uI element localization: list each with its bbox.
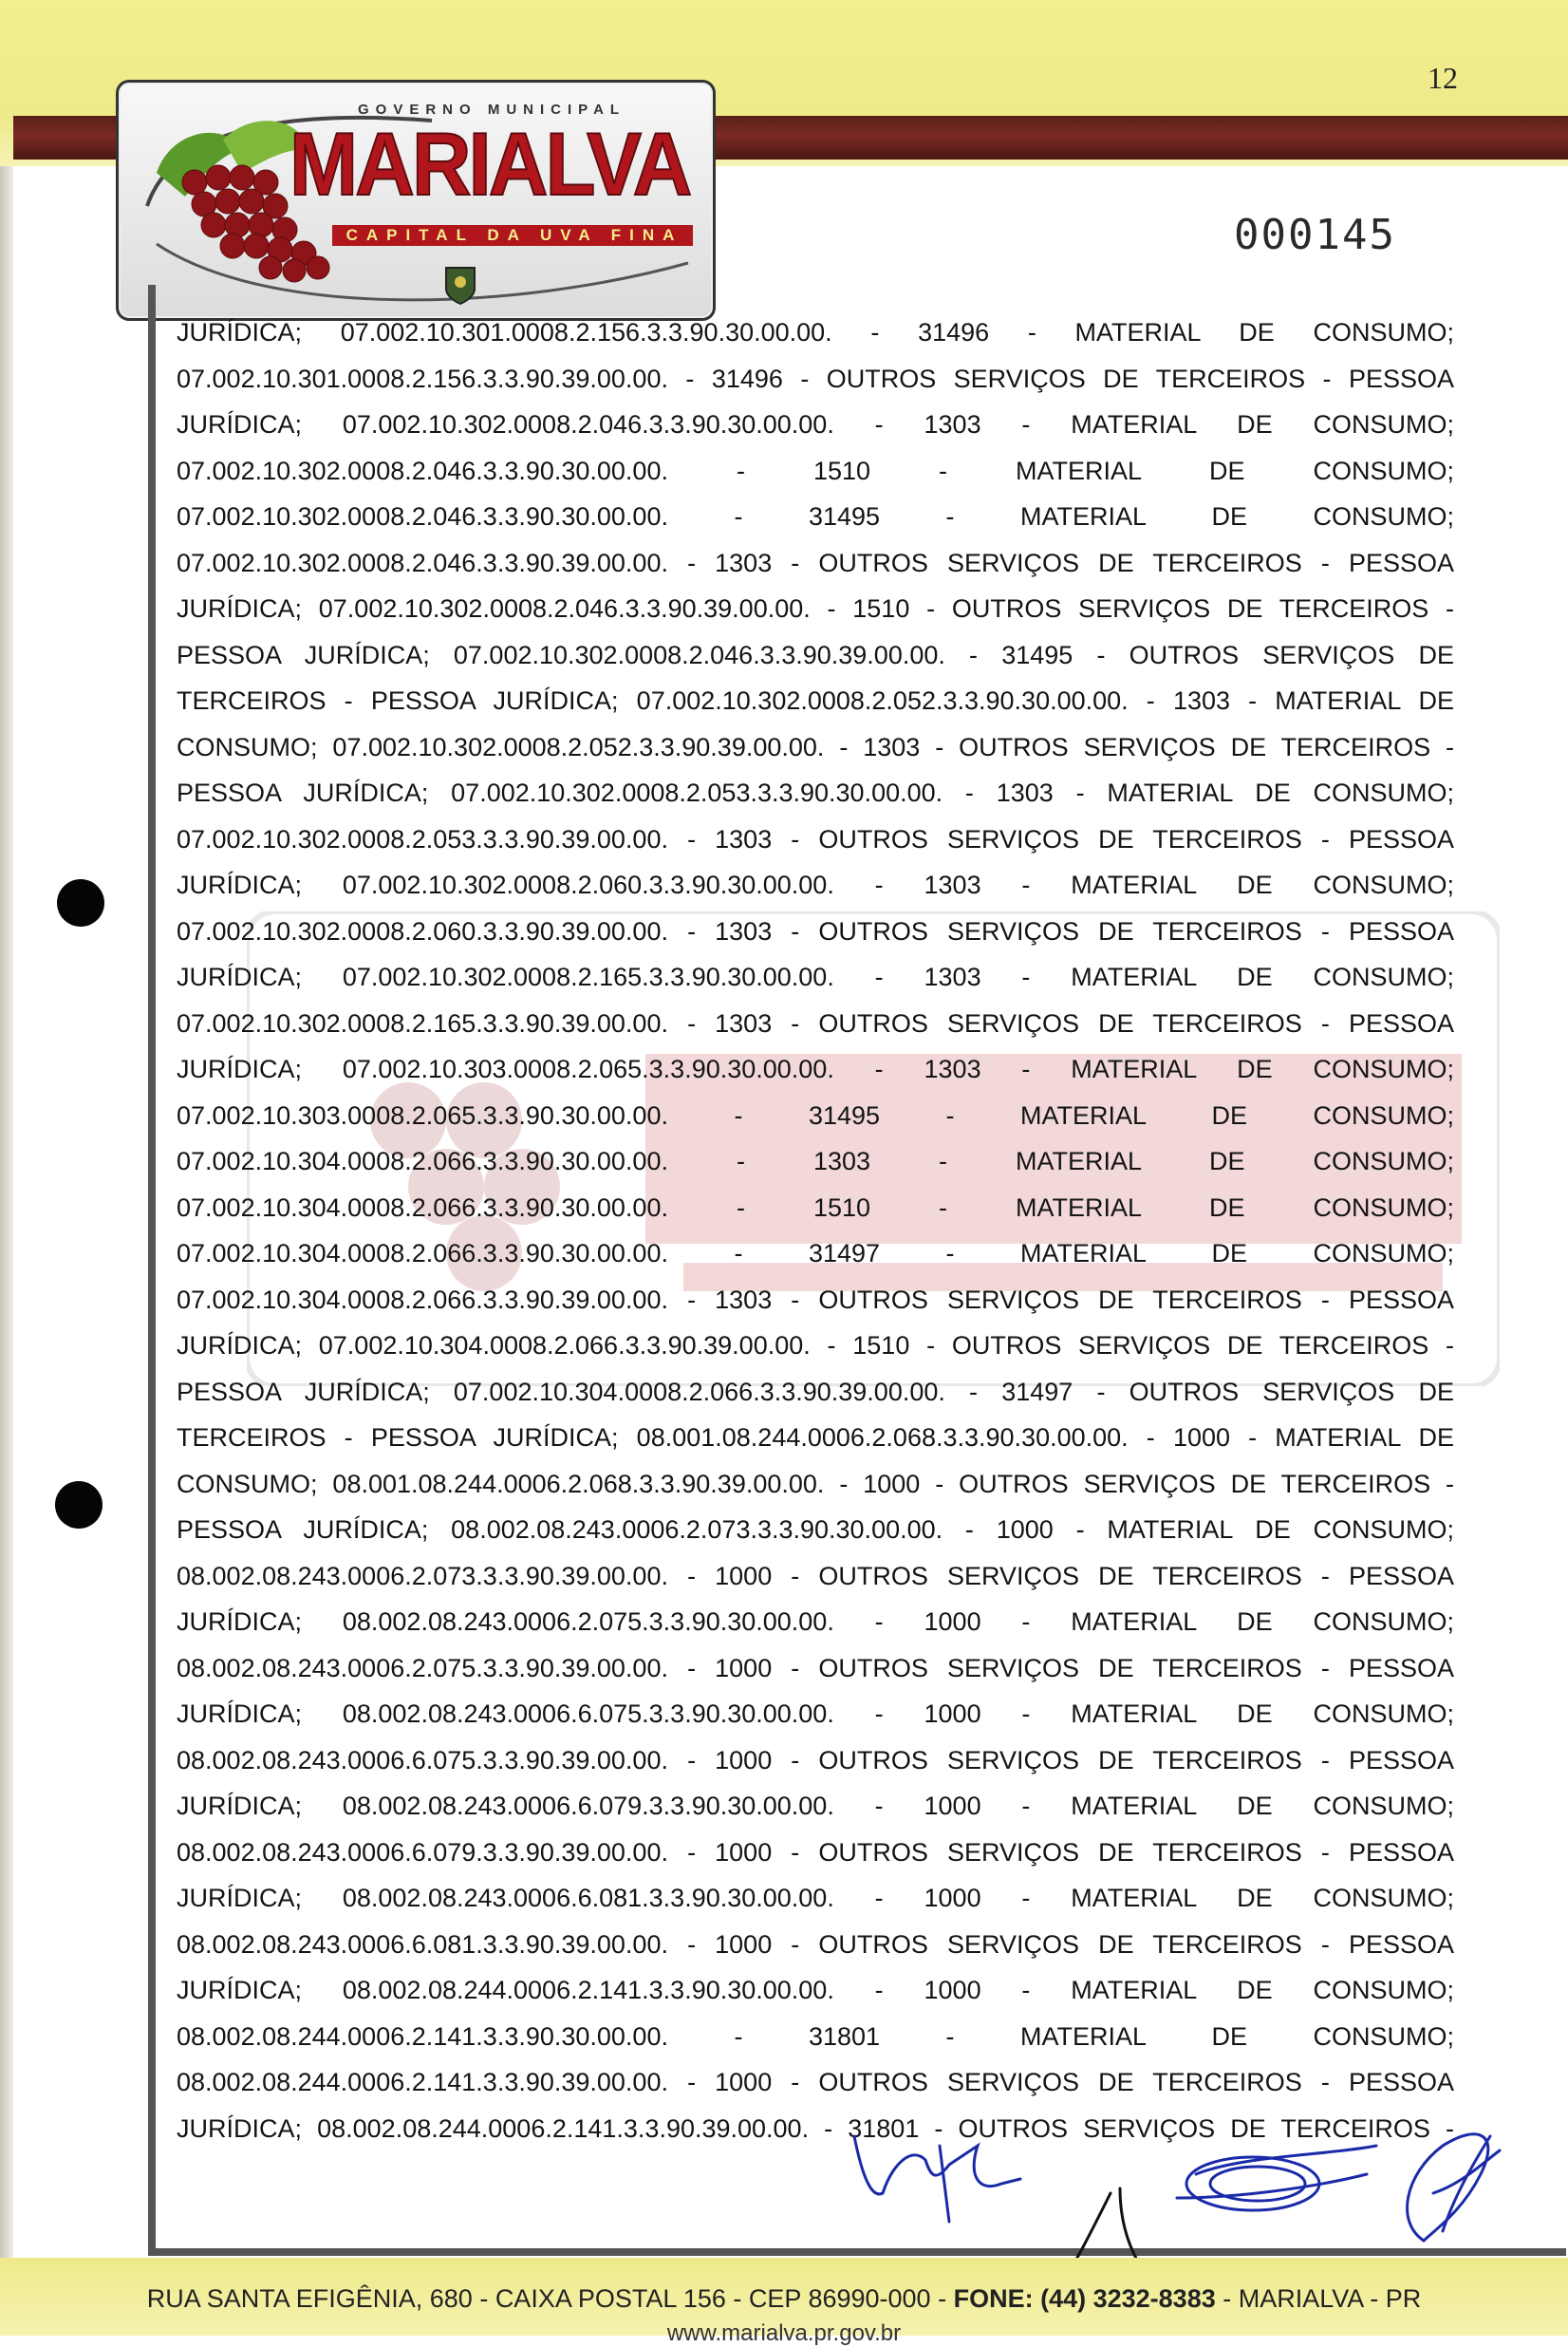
- text-line: JURÍDICA; 08.002.08.244.0006.2.141.3.3.90.30.00.00. - 1000 - MATERIAL DE CONSUMO;: [177, 1976, 1454, 2004]
- text-line: 07.002.10.302.0008.2.046.3.3.90.30.00.00. - 31495 - MATERIAL DE CONSUMO;: [177, 502, 1454, 531]
- text-line: TERCEIROS - PESSOA JURÍDICA; 08.001.08.244.0006.2.068.3.3.90.30.00.00. - 1000 - MATERIAL DE: [177, 1423, 1454, 1452]
- text-line: 08.002.08.243.0006.2.075.3.3.90.39.00.00. - 1000 - OUTROS SERVIÇOS DE TERCEIROS - PESSOA: [177, 1653, 1454, 1682]
- text-line: JURÍDICA; 08.002.08.243.0006.6.081.3.3.90.30.00.00. - 1000 - MATERIAL DE CONSUMO;: [177, 1884, 1454, 1912]
- text-line: 08.002.08.243.0006.6.081.3.3.90.39.00.00. - 1000 - OUTROS SERVIÇOS DE TERCEIROS - PESSOA: [177, 1929, 1454, 1959]
- text-line: 08.002.08.243.0006.2.073.3.3.90.39.00.00. - 1000 - OUTROS SERVIÇOS DE TERCEIROS - PESSOA: [177, 1561, 1454, 1590]
- text-line: 07.002.10.304.0008.2.066.3.3.90.39.00.00. - 1303 - OUTROS SERVIÇOS DE TERCEIROS - PESSOA: [177, 1285, 1454, 1314]
- text-line: TERCEIROS - PESSOA JURÍDICA; 07.002.10.302.0008.2.052.3.3.90.30.00.00. - 1303 - MATERIAL DE: [177, 686, 1454, 715]
- text-line: 07.002.10.301.0008.2.156.3.3.90.39.00.00. - 31496 - OUTROS SERVIÇOS DE TERCEIROS - PESSOA: [177, 364, 1454, 393]
- text-line: JURÍDICA; 07.002.10.304.0008.2.066.3.3.90.39.00.00. - 1510 - OUTROS SERVIÇOS DE TERCEIROS -: [177, 1331, 1454, 1360]
- text-line: JURÍDICA; 07.002.10.302.0008.2.165.3.3.90.30.00.00. - 1303 - MATERIAL DE CONSUMO;: [177, 963, 1454, 991]
- text-line: 07.002.10.302.0008.2.060.3.3.90.39.00.00. - 1303 - OUTROS SERVIÇOS DE TERCEIROS - PESSOA: [177, 916, 1454, 946]
- page-number: 12: [1428, 61, 1458, 95]
- text-line: 08.002.08.243.0006.6.079.3.3.90.39.00.00. - 1000 - OUTROS SERVIÇOS DE TERCEIROS - PESSOA: [177, 1837, 1454, 1867]
- logo-brand: MARIALVA: [289, 114, 690, 214]
- text-line: 07.002.10.302.0008.2.165.3.3.90.39.00.00. - 1303 - OUTROS SERVIÇOS DE TERCEIROS - PESSOA: [177, 1008, 1454, 1038]
- text-line: 07.002.10.304.0008.2.066.3.3.90.30.00.00. - 31497 - MATERIAL DE CONSUMO;: [177, 1239, 1454, 1267]
- text-line: 07.002.10.302.0008.2.053.3.3.90.39.00.00. - 1303 - OUTROS SERVIÇOS DE TERCEIROS - PESSOA: [177, 824, 1454, 854]
- text-line: 07.002.10.304.0008.2.066.3.3.90.30.00.00. - 1303 - MATERIAL DE CONSUMO;: [177, 1147, 1454, 1175]
- text-line: 08.002.08.243.0006.6.075.3.3.90.39.00.00. - 1000 - OUTROS SERVIÇOS DE TERCEIROS - PESSOA: [177, 1745, 1454, 1774]
- text-line: JURÍDICA; 07.002.10.303.0008.2.065.3.3.90.30.00.00. - 1303 - MATERIAL DE CONSUMO;: [177, 1055, 1454, 1083]
- text-line: PESSOA JURÍDICA; 07.002.10.304.0008.2.066.3.3.90.39.00.00. - 31497 - OUTROS SERVIÇOS DE: [177, 1377, 1454, 1406]
- text-line: JURÍDICA; 08.002.08.243.0006.2.075.3.3.90.30.00.00. - 1000 - MATERIAL DE CONSUMO;: [177, 1607, 1454, 1636]
- logo-tagline: CAPITAL DA UVA FINA: [345, 226, 683, 244]
- page-left-edge: [0, 0, 13, 2336]
- text-line: JURÍDICA; 08.002.08.243.0006.6.075.3.3.90.30.00.00. - 1000 - MATERIAL DE CONSUMO;: [177, 1699, 1454, 1728]
- text-line: PESSOA JURÍDICA; 07.002.10.302.0008.2.046.3.3.90.39.00.00. - 31495 - OUTROS SERVIÇOS DE: [177, 640, 1454, 669]
- text-line: 07.002.10.304.0008.2.066.3.3.90.30.00.00. - 1510 - MATERIAL DE CONSUMO;: [177, 1192, 1454, 1222]
- footer-phone: FONE: (44) 3232-8383: [953, 2284, 1216, 2313]
- text-line: 08.002.08.244.0006.2.141.3.3.90.39.00.00. - 1000 - OUTROS SERVIÇOS DE TERCEIROS - PESSOA: [177, 2068, 1454, 2096]
- text-line: CONSUMO; 07.002.10.302.0008.2.052.3.3.90.39.00.00. - 1303 - OUTROS SERVIÇOS DE TERCEIROS -: [177, 732, 1454, 761]
- text-line: JURÍDICA; 07.002.10.302.0008.2.046.3.3.90.39.00.00. - 1510 - OUTROS SERVIÇOS DE TERCEIROS -: [177, 594, 1454, 623]
- text-line: PESSOA JURÍDICA; 07.002.10.302.0008.2.053.3.3.90.30.00.00. - 1303 - MATERIAL DE CONSUMO;: [177, 779, 1454, 807]
- punch-hole-icon: [57, 879, 104, 927]
- text-line: CONSUMO; 08.001.08.244.0006.2.068.3.3.90.39.00.00. - 1000 - OUTROS SERVIÇOS DE TERCEIROS -: [177, 1469, 1454, 1498]
- footer-website: www.marialva.pr.gov.br: [666, 2320, 902, 2346]
- footer-address-line: [0, 2284, 1568, 2314]
- logo-top-text: GOVERNO MUNICIPAL: [358, 102, 626, 118]
- text-line: 08.002.08.244.0006.2.141.3.3.90.30.00.00. - 31801 - MATERIAL DE CONSUMO;: [177, 2021, 1454, 2051]
- punch-hole-icon: [55, 1481, 103, 1529]
- text-line: JURÍDICA; 07.002.10.302.0008.2.060.3.3.90.30.00.00. - 1303 - MATERIAL DE CONSUMO;: [177, 871, 1454, 899]
- text-line: 07.002.10.302.0008.2.046.3.3.90.30.00.00. - 1510 - MATERIAL DE CONSUMO;: [177, 456, 1454, 485]
- document-number-stamp: 000145: [1234, 211, 1396, 259]
- text-line: 07.002.10.303.0008.2.065.3.3.90.30.00.00. - 31495 - MATERIAL DE CONSUMO;: [177, 1100, 1454, 1130]
- text-line: JURÍDICA; 07.002.10.301.0008.2.156.3.3.90.30.00.00. - 31496 - MATERIAL DE CONSUMO;: [177, 318, 1454, 347]
- text-line: PESSOA JURÍDICA; 08.002.08.243.0006.2.073.3.3.90.30.00.00. - 1000 - MATERIAL DE CONSUMO;: [177, 1515, 1454, 1544]
- footer-address: RUA SANTA EFIGÊNIA, 680 - CAIXA POSTAL 156 - CEP 86990-000 -: [146, 2284, 947, 2313]
- text-line: JURÍDICA; 07.002.10.302.0008.2.046.3.3.90.30.00.00. - 1303 - MATERIAL DE CONSUMO;: [177, 410, 1454, 439]
- footer-city: - MARIALVA - PR: [1223, 2284, 1422, 2313]
- text-line: JURÍDICA; 08.002.08.244.0006.2.141.3.3.90.39.00.00. - 31801 - OUTROS SERVIÇOS DE TERCEIROS -: [177, 2113, 1454, 2143]
- text-line: JURÍDICA; 08.002.08.243.0006.6.079.3.3.90.30.00.00. - 1000 - MATERIAL DE CONSUMO;: [177, 1792, 1454, 1820]
- text-line: 07.002.10.302.0008.2.046.3.3.90.39.00.00. - 1303 - OUTROS SERVIÇOS DE TERCEIROS - PESSOA: [177, 548, 1454, 577]
- document-body: [177, 310, 1454, 2151]
